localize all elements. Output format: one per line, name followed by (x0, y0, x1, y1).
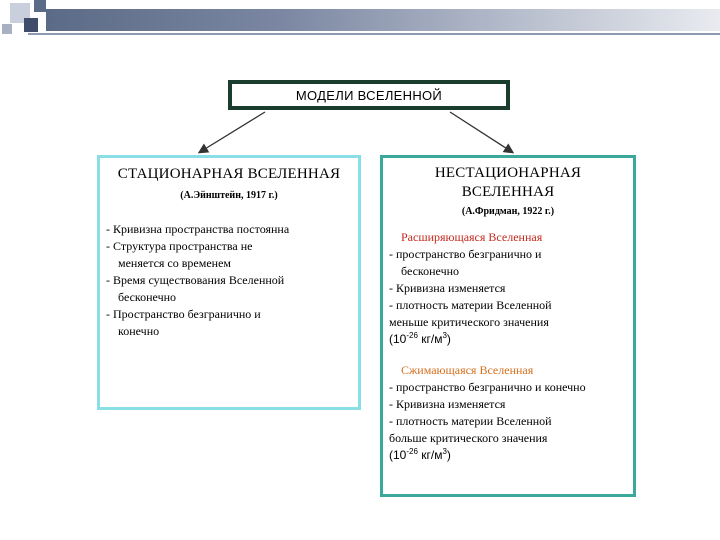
stationary-line: - Пространство безгранично и (106, 307, 261, 321)
contracting-density: ($10^{-26}$ $кг/м^3$) (389, 447, 451, 462)
stationary-line: меняется со временем (118, 256, 232, 270)
expanding-heading: Расширяющаяся Вселенная (401, 230, 543, 244)
models-title: МОДЕЛИ ВСЕЛЕННОЙ (295, 87, 443, 103)
nonstationary-title-line2: ВСЕЛЕННАЯ (461, 184, 555, 200)
contracting-line: - плотность материи Вселенной (389, 414, 552, 428)
expanding-line: меньше критического значения (389, 315, 549, 329)
contracting-section (383, 362, 633, 464)
stationary-line: - Кривизна пространства постоянна (106, 222, 290, 236)
arrow-to-stationary (200, 112, 265, 152)
stationary-line: - Структура пространства не (106, 239, 253, 253)
contracting-line: - Кривизна изменяется (389, 397, 506, 411)
stationary-universe-box (97, 155, 361, 410)
expanding-line: - пространство безгранично и (389, 247, 542, 261)
expanding-section (383, 229, 633, 348)
expanding-density: ($10^{-26}$ $кг/м^3$) (389, 331, 451, 346)
nonstationary-title-line1: НЕСТАЦИОНАРНАЯ (434, 165, 582, 181)
expanding-line: бесконечно (401, 264, 460, 278)
arrow-to-nonstationary (450, 112, 512, 152)
expanding-line: - Кривизна изменяется (389, 281, 506, 295)
stationary-subtitle: (А.Эйнштейн, 1917 г.) (180, 190, 278, 201)
contracting-line: больше критического значения (389, 431, 548, 445)
header-gradient-bar (46, 9, 720, 31)
stationary-properties (100, 221, 358, 340)
expanding-line: - плотность материи Вселенной (389, 298, 552, 312)
nonstationary-universe-box (380, 155, 636, 497)
header-rule (28, 33, 720, 35)
stationary-line: бесконечно (118, 290, 177, 304)
models-title-box (228, 80, 510, 110)
stationary-line: конечно (118, 324, 160, 338)
contracting-heading: Сжимающаяся Вселенная (401, 363, 534, 377)
stationary-title: СТАЦИОНАРНАЯ ВСЕЛЕННАЯ (117, 166, 341, 182)
contracting-line: - пространство безгранично и конечно (389, 380, 586, 394)
stationary-line: - Время существования Вселенной (106, 273, 285, 287)
nonstationary-subtitle: (А.Фридман, 1922 г.) (461, 206, 555, 217)
